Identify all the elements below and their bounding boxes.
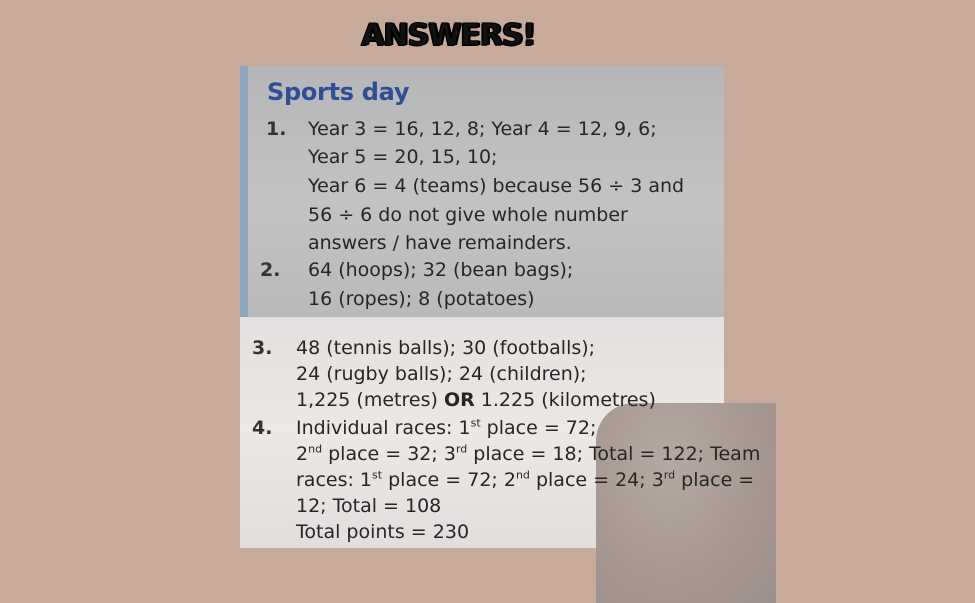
answers-heading: ANSWERS! (361, 18, 535, 53)
finger-shadow (596, 403, 776, 603)
answer-3-line-1: 48 (tennis balls); 30 (footballs); (296, 337, 596, 359)
answer-3-line-3 (296, 389, 656, 411)
page-edge-strip (240, 66, 248, 317)
answer-4-line-1: Individual races: 1st place = 72; (296, 416, 597, 439)
answer-2-line-2: 16 (ropes); 8 (potatoes) (308, 288, 535, 310)
answer-3-metres: 1,225 (metres) (296, 389, 438, 411)
answer-sheet-bottom-photo (240, 317, 761, 548)
answer-2-line-1: 64 (hoops); 32 (bean bags); (308, 259, 574, 281)
answer-4-line-3: races: 1st place = 72; 2nd place = 24; 3rd place = (296, 468, 755, 491)
question-number-1: 1. (266, 118, 287, 140)
answer-3-kilometres: 1.225 (kilometres) (480, 389, 656, 411)
answer-1-line-2: Year 5 = 20, 15, 10; (308, 146, 498, 168)
answer-1-line-1: Year 3 = 16, 12, 8; Year 4 = 12, 9, 6; (308, 118, 657, 140)
answer-4-line-4: 12; Total = 108 (296, 495, 442, 517)
question-number-2: 2. (260, 259, 281, 281)
answer-4-line-2: 2nd place = 32; 3rd place = 18; Total = 122; Team (296, 442, 761, 465)
answer-3-line-2: 24 (rugby balls); 24 (children); (296, 363, 587, 385)
answer-4-line-5: Total points = 230 (296, 521, 470, 543)
answer-1-line-4: 56 ÷ 6 do not give whole number (308, 204, 628, 226)
answer-1-line-5: answers / have remainders. (308, 232, 572, 254)
question-number-4: 4. (252, 417, 273, 439)
question-number-3: 3. (252, 337, 273, 359)
section-title: Sports day (267, 78, 410, 106)
answer-1-line-3: Year 6 = 4 (teams) because 56 ÷ 3 and (308, 175, 685, 197)
answer-sheet-top-photo (240, 66, 724, 317)
answer-3-or: OR (443, 389, 475, 411)
